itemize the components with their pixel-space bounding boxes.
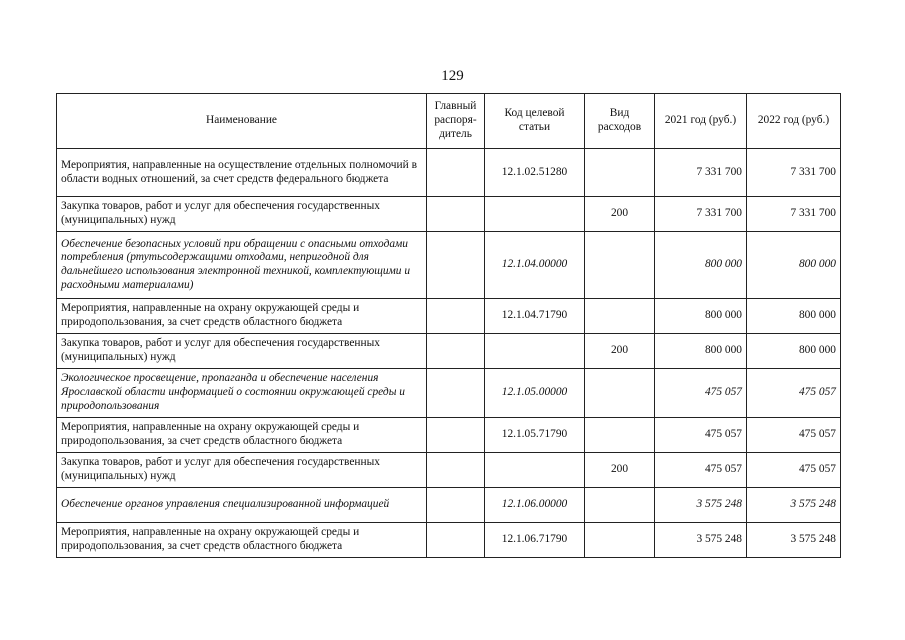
cell-2021: 800 000 [655,232,747,299]
cell-admin [427,453,485,488]
cell-code: 12.1.05.71790 [485,418,585,453]
cell-2022: 7 331 700 [747,197,841,232]
cell-2021: 800 000 [655,334,747,369]
cell-2021: 475 057 [655,418,747,453]
cell-kind: 200 [585,334,655,369]
cell-name: Мероприятия, направленные на охрану окружающей среды и природопользования, за счет средств областного бюджета [57,523,427,558]
cell-admin [427,488,485,523]
budget-table [56,93,841,558]
cell-code [485,453,585,488]
cell-code: 12.1.05.00000 [485,369,585,418]
table-row [57,232,841,299]
cell-code [485,334,585,369]
cell-2021: 475 057 [655,453,747,488]
header-kind: Вид расходов [585,94,655,149]
cell-2022: 800 000 [747,232,841,299]
cell-admin [427,232,485,299]
table-header-row [57,94,841,149]
cell-name: Обеспечение безопасных условий при обращении с опасными отходами потребления (ртутьсодержащими отходами, непригодной для дальнейшего использования электронной техникой, комплектующими и расходными материалами) [57,232,427,299]
cell-2021: 475 057 [655,369,747,418]
cell-kind [585,369,655,418]
table-row [57,523,841,558]
cell-2022: 800 000 [747,299,841,334]
cell-admin [427,149,485,197]
cell-name: Обеспечение органов управления специализированной информацией [57,488,427,523]
cell-2022: 475 057 [747,369,841,418]
header-name: Наименование [57,94,427,149]
cell-2021: 7 331 700 [655,149,747,197]
cell-kind [585,418,655,453]
table-row [57,488,841,523]
cell-admin [427,334,485,369]
table-row [57,299,841,334]
header-2021: 2021 год (руб.) [655,94,747,149]
cell-code [485,197,585,232]
cell-kind [585,299,655,334]
cell-2021: 7 331 700 [655,197,747,232]
cell-name: Закупка товаров, работ и услуг для обеспечения государственных (муниципальных) нужд [57,334,427,369]
cell-admin [427,418,485,453]
cell-kind [585,232,655,299]
table-row [57,453,841,488]
cell-admin [427,369,485,418]
cell-name: Закупка товаров, работ и услуг для обеспечения государственных (муниципальных) нужд [57,197,427,232]
cell-admin [427,523,485,558]
cell-name: Закупка товаров, работ и услуг для обеспечения государственных (муниципальных) нужд [57,453,427,488]
cell-admin [427,197,485,232]
table-row [57,369,841,418]
cell-name: Мероприятия, направленные на охрану окружающей среды и природопользования, за счет средств областного бюджета [57,299,427,334]
cell-code: 12.1.04.71790 [485,299,585,334]
cell-2022: 3 575 248 [747,488,841,523]
header-code: Код целевой статьи [485,94,585,149]
cell-2022: 7 331 700 [747,149,841,197]
cell-name: Экологическое просвещение, пропаганда и обеспечение населения Ярославской области информацией о состоянии окружающей среды и природопользования [57,369,427,418]
cell-2021: 800 000 [655,299,747,334]
header-2022: 2022 год (руб.) [747,94,841,149]
page-number: 129 [441,68,464,84]
cell-code: 12.1.04.00000 [485,232,585,299]
cell-kind: 200 [585,453,655,488]
cell-2022: 3 575 248 [747,523,841,558]
header-admin: Главный распоря-дитель [427,94,485,149]
cell-code: 12.1.06.71790 [485,523,585,558]
cell-kind [585,523,655,558]
table-row [57,418,841,453]
cell-kind: 200 [585,197,655,232]
table-body [57,149,841,558]
cell-kind [585,149,655,197]
table-row [57,197,841,232]
cell-name: Мероприятия, направленные на охрану окружающей среды и природопользования, за счет средств областного бюджета [57,418,427,453]
table-row [57,149,841,197]
cell-kind [585,488,655,523]
cell-code: 12.1.02.51280 [485,149,585,197]
cell-2021: 3 575 248 [655,523,747,558]
cell-2022: 800 000 [747,334,841,369]
cell-2021: 3 575 248 [655,488,747,523]
cell-2022: 475 057 [747,418,841,453]
cell-2022: 475 057 [747,453,841,488]
cell-name: Мероприятия, направленные на осуществление отдельных полномочий в области водных отношений, за счет средств федерального бюджета [57,149,427,197]
cell-admin [427,299,485,334]
table-row [57,334,841,369]
cell-code: 12.1.06.00000 [485,488,585,523]
